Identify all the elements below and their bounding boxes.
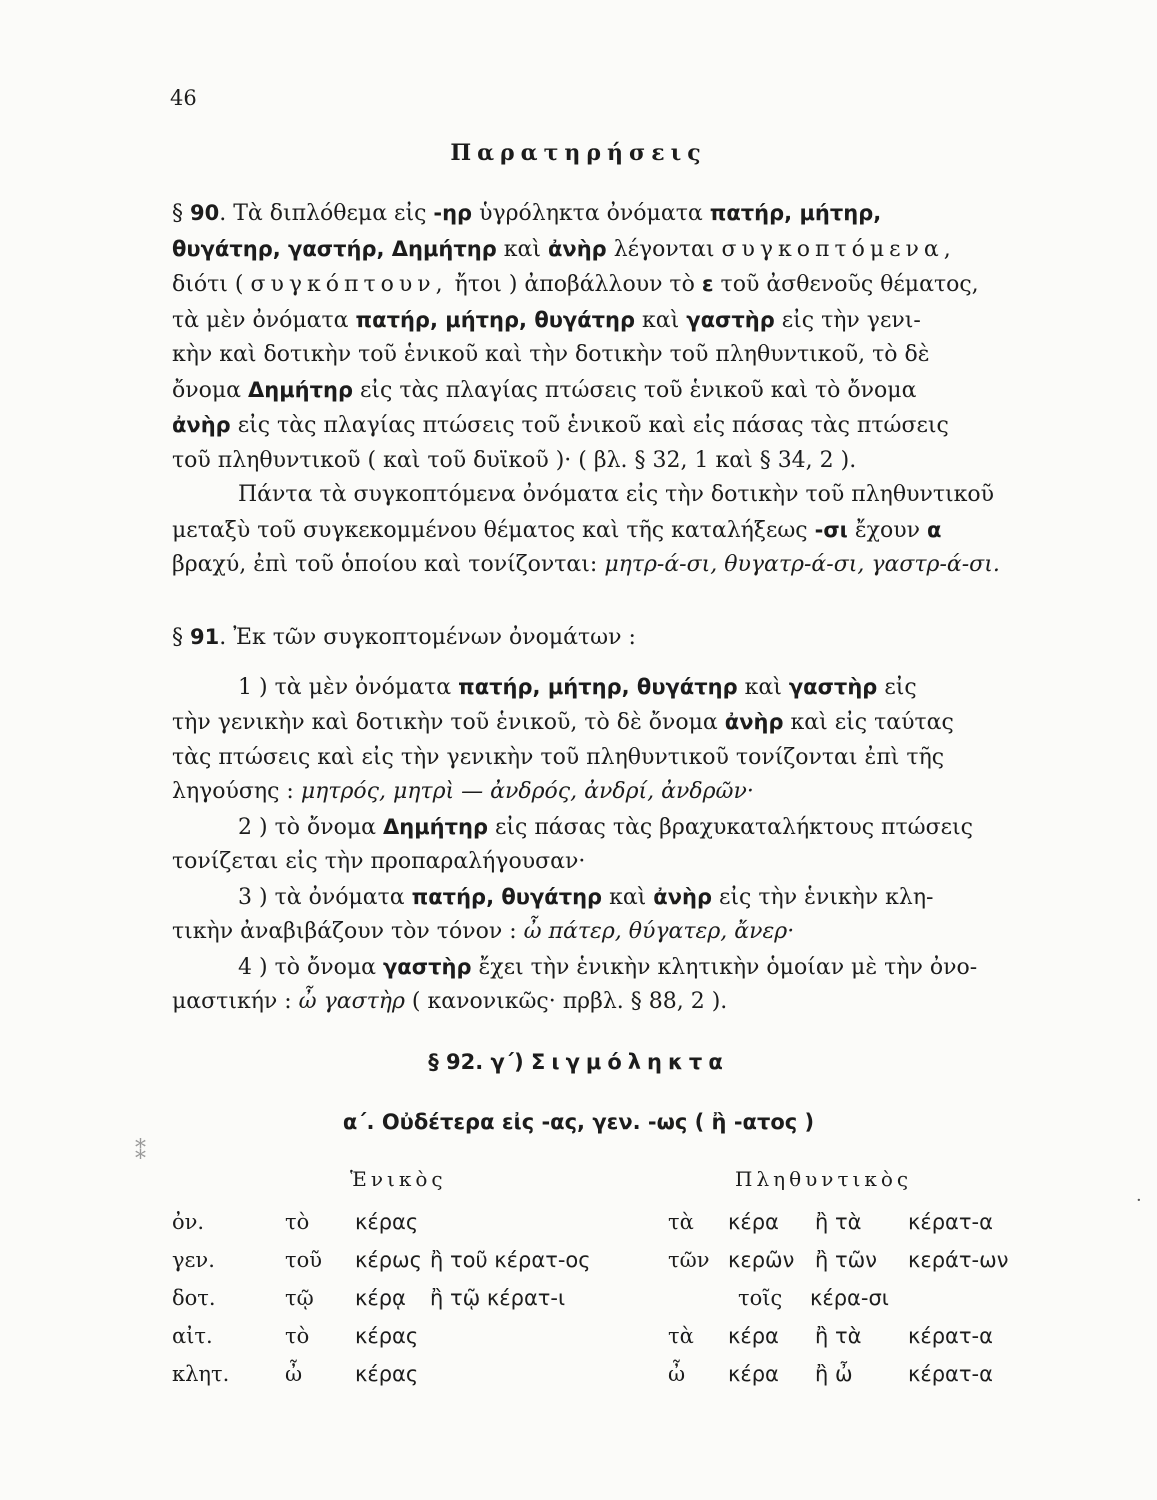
text-run: τὴν γενικὴν καὶ δοτικὴν τοῦ ἑνικοῦ, τὸ δὲ ὄνομα <box>172 710 725 735</box>
example-form: μητρός, μητρὶ — ἀνδρός, ἀνδρί, ἀνδρῶν· <box>300 779 754 804</box>
text-run: εἰς τὴν ἑνικὴν κλη- <box>712 884 934 910</box>
bold-term: 90 <box>190 201 220 225</box>
text-line <box>172 775 1032 810</box>
cell-pl-art: τῶν <box>668 1248 710 1272</box>
cell-case: αἰτ. <box>172 1324 213 1348</box>
bold-term: ἀνὴρ <box>653 884 713 909</box>
cell-pl-alt: κέρατ-α <box>908 1362 993 1386</box>
text-line <box>172 196 1032 232</box>
text-run: 2 ) τὸ ὄνομα <box>172 814 383 840</box>
text-run: ἤτοι ) ἀποβάλλουν τὸ <box>447 272 702 297</box>
text-run: 1 ) τὰ μὲν ὀνόματα <box>172 674 459 700</box>
text-run: 4 ) τὸ ὄνομα <box>172 954 383 980</box>
text-run: ( κανονικῶς· πρβλ. § 88, 2 ). <box>404 989 728 1014</box>
text-line <box>172 267 1032 303</box>
bold-term: α <box>927 517 942 542</box>
bold-term: πατήρ, θυγάτηρ <box>411 884 603 909</box>
bold-term: πατήρ, μήτηρ, <box>709 201 882 225</box>
text-run: Πάντα τὰ συγκοπτόμενα ὀνόματα εἰς τὴν δοτικὴν τοῦ πληθυντικοῦ <box>172 482 994 507</box>
bold-term: -σι <box>814 517 848 542</box>
cell-pl-alt: κέρατ-α <box>908 1324 993 1348</box>
cell-art: ὦ <box>285 1362 303 1386</box>
text-run: καὶ <box>635 307 687 333</box>
text-run: . Τὰ διπλόθεμα εἰς <box>219 201 434 226</box>
cell-sg-or: ἢ τῷ κέρατ-ι <box>430 1286 566 1310</box>
bold-term: ε <box>701 272 714 296</box>
bold-term: γαστὴρ <box>686 307 775 332</box>
cell-sg: κέρας <box>355 1210 419 1234</box>
text-line <box>172 810 1032 846</box>
table-row <box>0 1248 1157 1284</box>
table-row <box>0 1362 1157 1398</box>
section-92-number: § 92. γ΄) <box>428 1050 524 1074</box>
table-row <box>0 1210 1157 1246</box>
text-run: τὰ μὲν ὀνόματα <box>172 307 356 333</box>
cell-pl-art: τὰ <box>668 1324 694 1348</box>
cell-pl: κερῶν <box>728 1248 795 1272</box>
cell-sg: κέρως <box>355 1248 422 1272</box>
cell-case: δοτ. <box>172 1286 216 1310</box>
cell-art: τοῦ <box>285 1248 323 1272</box>
text-run: εἰς <box>877 674 917 700</box>
cell-pl-art: ὦ <box>668 1362 686 1386</box>
singular-column-label: Ἑνικὸς <box>350 1167 447 1191</box>
text-run: τοῦ ἀσθενοῦς θέματος, <box>713 272 979 297</box>
section-heading: Παρατηρήσεις <box>450 140 707 166</box>
example-form: μητρ-ά-σι, θυγατρ-ά-σι, γαστρ-ά-σι. <box>604 552 1000 577</box>
cell-pl-or: ἢ τῶν <box>815 1248 877 1272</box>
text-run: τοῦ πληθυντικοῦ ( καὶ τοῦ δυϊκοῦ )· ( βλ. § 32, 1 καὶ § 34, 2 ). <box>172 447 857 473</box>
cell-pl: κέρα <box>728 1362 779 1386</box>
table-row <box>0 1324 1157 1360</box>
cell-pl: κέρα <box>728 1210 779 1234</box>
text-line <box>172 373 1032 409</box>
text-line <box>172 444 1032 479</box>
bold-term: 91 <box>190 625 220 649</box>
text-run: εἰς τὰς πλαγίας πτώσεις τοῦ ἑνικοῦ καὶ εἰς πάσας τὰς πτώσεις <box>230 413 949 438</box>
bold-term: Δημήτηρ <box>248 377 354 402</box>
cell-art: τῷ <box>285 1286 314 1310</box>
text-run: τικὴν ἀναβιβάζουν τὸν τόνον : <box>172 919 524 944</box>
text-run: συγκόπτουν, <box>250 272 448 297</box>
bold-term: -ηρ <box>433 201 473 225</box>
cell-art: τὸ <box>285 1324 310 1348</box>
text-run: . Ἐκ τῶν συγκοπτομένων ὀνομάτων : <box>219 625 636 650</box>
text-run: ἔχουν <box>847 517 927 543</box>
example-form: ὦ πάτερ, θύγατερ, ἄνερ· <box>523 919 795 944</box>
text-run: ὄνομα <box>172 377 249 403</box>
table-row <box>0 1286 1157 1322</box>
cell-case: ὀν. <box>172 1210 205 1234</box>
section-90 <box>172 196 1032 583</box>
cell-case: γεν. <box>172 1248 215 1272</box>
cell-sg: κέρας <box>355 1362 419 1386</box>
bold-term: ἀνὴρ <box>547 236 607 261</box>
bold-term: ἀνὴρ <box>172 413 231 437</box>
text-run: συγκοπτόμενα, <box>721 236 956 262</box>
text-line <box>172 478 1032 513</box>
text-line <box>172 513 1032 549</box>
text-line <box>172 950 1032 986</box>
bold-term: ἀνὴρ <box>724 710 784 734</box>
text-line <box>172 620 1032 656</box>
section-92-heading <box>0 1050 1157 1074</box>
margin-mark-icon: · <box>1136 1190 1142 1211</box>
margin-smudge-icon: ⁑ <box>135 1140 146 1165</box>
text-run: καὶ <box>737 674 789 700</box>
bold-term: πατήρ, μήτηρ, θυγάτηρ <box>458 674 738 699</box>
text-line <box>172 705 1032 741</box>
section-92-title: Σιγμόληκτα <box>531 1050 729 1074</box>
cell-pl-or: ἢ τὰ <box>815 1324 862 1348</box>
text-run: 3 ) τὰ ὀνόματα <box>172 884 412 910</box>
text-run: τὰς πτώσεις καὶ εἰς τὴν γενικὴν τοῦ πληθυντικοῦ τονίζονται ἐπὶ τῆς <box>172 744 945 770</box>
example-form: ὦ γαστὴρ <box>298 989 405 1014</box>
cell-pl-alt: κέρατ-α <box>908 1210 993 1234</box>
cell-art: τὸ <box>285 1210 310 1234</box>
text-run: ληγούσης : <box>172 779 301 804</box>
text-run: § <box>172 201 190 226</box>
cell-sg: κέρᾳ <box>355 1286 406 1310</box>
bold-term: γαστὴρ <box>383 954 472 979</box>
text-line <box>172 548 1032 583</box>
subheading: α΄. Οὐδέτερα εἰς -ας, γεν. -ως ( ἢ -ατος ) <box>342 1110 815 1134</box>
cell-pl-or: ἢ τὰ <box>815 1210 862 1234</box>
text-run: εἰς πάσας τὰς βραχυκαταλήκτους πτώσεις <box>488 814 973 840</box>
page-number: 46 <box>170 86 197 110</box>
bold-term: Δημήτηρ <box>383 814 488 839</box>
section-91 <box>172 620 1032 1020</box>
text-line <box>172 670 1032 706</box>
cell-sg-or: ἢ τοῦ κέρατ-ος <box>430 1248 591 1272</box>
cell-case: κλητ. <box>172 1362 230 1386</box>
text-run: κὴν καὶ δοτικὴν τοῦ ἑνικοῦ καὶ τὴν δοτικὴν τοῦ πληθυντικοῦ, τὸ δὲ <box>172 342 930 367</box>
text-run: λέγονται <box>606 236 722 262</box>
text-run: ὑγρόληκτα ὀνόματα <box>472 201 710 226</box>
text-run: μεταξὺ τοῦ συγκεκομμένου θέματος καὶ τῆς καταλήξεως <box>172 517 815 543</box>
text-line <box>172 303 1032 339</box>
cell-pl: κέρα <box>728 1324 779 1348</box>
bold-term: θυγάτηρ, γαστήρ, Δημήτηρ <box>172 236 497 261</box>
text-run: ἔχει τὴν ἑνικὴν κλητικὴν ὁμοίαν μὲ τὴν ὀνο- <box>471 954 978 980</box>
text-line <box>172 232 1032 268</box>
text-run: εἰς τὴν γενι- <box>774 307 921 333</box>
text-run: § <box>172 625 190 650</box>
cell-pl-alt: κεράτ-ων <box>908 1248 1009 1272</box>
text-run: βραχύ, ἐπὶ τοῦ ὁποίου καὶ τονίζονται: <box>172 552 605 577</box>
plural-column-label: Πληθυντικὸς <box>735 1167 913 1191</box>
text-run: καὶ <box>496 236 548 262</box>
text-line <box>172 338 1032 373</box>
cell-pl: κέρα-σι <box>810 1286 889 1310</box>
text-line <box>172 880 1032 916</box>
cell-pl-art: τὰ <box>668 1210 694 1234</box>
text-run: διότι ( <box>172 272 251 297</box>
text-run: μαστικήν : <box>172 989 299 1014</box>
text-line <box>172 741 1032 776</box>
bold-term: γαστὴρ <box>788 674 878 699</box>
text-run: τονίζεται εἰς τὴν προπαραλήγουσαν· <box>172 849 586 874</box>
text-run: εἰς τὰς πλαγίας πτώσεις τοῦ ἑνικοῦ καὶ τὸ ὄνομα <box>353 377 917 403</box>
text-line <box>172 985 1032 1020</box>
cell-pl-art: τοῖς <box>738 1286 783 1310</box>
text-line <box>172 845 1032 880</box>
cell-sg: κέρας <box>355 1324 419 1348</box>
text-line <box>172 408 1032 444</box>
text-run: καὶ εἰς ταύτας <box>783 710 954 735</box>
text-line <box>172 915 1032 950</box>
bold-term: πατήρ, μήτηρ, θυγάτηρ <box>355 307 636 332</box>
text-run: καὶ <box>602 884 654 910</box>
cell-pl-or: ἢ ὦ <box>815 1362 853 1386</box>
